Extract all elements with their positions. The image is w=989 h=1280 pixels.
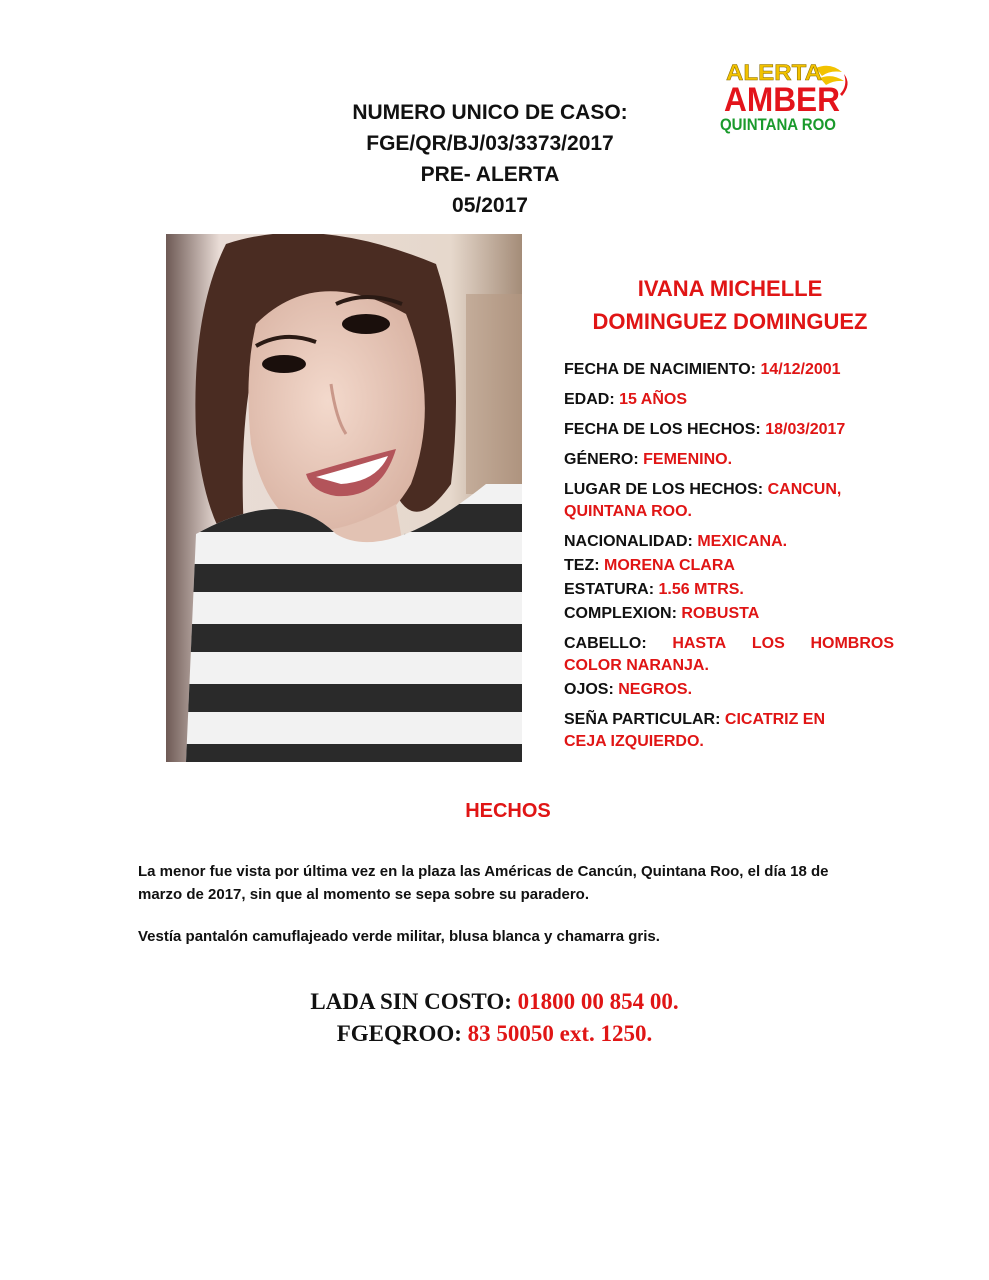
fact-gender-label: GÉNERO: [564, 451, 639, 468]
person-surnames: DOMINGUEZ DOMINGUEZ [592, 309, 868, 334]
fact-gender [564, 449, 894, 471]
logo-region-text: QUINTANA ROO [720, 115, 836, 134]
fact-gender-value: FEMENINO. [643, 451, 733, 468]
hechos-body [138, 860, 858, 948]
logo-alerta-text: ALERTA [726, 60, 823, 85]
contact-info [0, 986, 989, 1050]
person-first-names: IVANA MICHELLE [637, 276, 823, 301]
fact-build-value: ROBUSTA [681, 605, 760, 622]
fact-eyes-label: OJOS: [564, 681, 614, 698]
fact-event-date-value: 18/03/2017 [765, 421, 846, 438]
missing-person-photo [166, 234, 522, 762]
contact-lada-value: 01800 00 854 00. [517, 989, 679, 1014]
fact-mark-value: CICATRIZ EN [724, 711, 826, 728]
contact-lada [0, 986, 989, 1018]
contact-fgeqroo [0, 1018, 989, 1050]
case-number: FGE/QR/BJ/03/3373/2017 [366, 132, 614, 155]
alert-number: 05/2017 [452, 194, 528, 217]
fact-hair-cont [564, 655, 894, 677]
fact-mark-label: SEÑA PARTICULAR: [564, 711, 721, 728]
fact-distinctive-mark [564, 709, 894, 731]
hechos-title: HECHOS [465, 800, 551, 822]
fact-mark-value-2: CEJA IZQUIERDO. [564, 733, 704, 750]
fact-hair-word-3: HOMBROS [810, 635, 894, 652]
fact-tez-value: MORENA CLARA [604, 557, 735, 574]
fact-age-label: EDAD: [564, 391, 615, 408]
fact-location [564, 479, 894, 501]
fact-age [564, 389, 894, 411]
fact-height-label: ESTATURA: [564, 581, 655, 598]
fact-location-value-2: QUINTANA ROO. [564, 503, 692, 520]
logo-amber-text: AMBER [724, 81, 840, 119]
fact-event-date-label: FECHA DE LOS HECHOS: [564, 421, 761, 438]
fact-location-label: LUGAR DE LOS HECHOS: [564, 481, 764, 498]
fact-complexion-tone [564, 555, 894, 577]
fact-hair [564, 633, 894, 655]
fact-location-value: CANCUN, [767, 481, 842, 498]
contact-lada-label: LADA SIN COSTO: [310, 989, 512, 1014]
fact-location-cont [564, 501, 894, 523]
fact-eyes [564, 679, 894, 701]
fact-hair-value-2: COLOR NARANJA. [564, 657, 709, 674]
fact-hair-word-1: HASTA [672, 635, 727, 652]
fact-eyes-value: NEGROS. [618, 681, 693, 698]
fact-birthdate [564, 359, 894, 381]
fact-hair-word-2: LOS [751, 635, 785, 652]
fact-birthdate-label: FECHA DE NACIMIENTO: [564, 361, 756, 378]
fact-nationality-value: MEXICANA. [697, 533, 788, 550]
contact-fgeqroo-value: 83 50050 ext. 1250. [467, 1021, 653, 1046]
fact-nationality-label: NACIONALIDAD: [564, 533, 693, 550]
hechos-paragraph-1: La menor fue vista por última vez en la plaza las Américas de Cancún, Quintana Roo, el día 18 de marzo de 2017, sin que al momento se sepa sobre su paradero. [138, 863, 829, 903]
contact-fgeqroo-label: FGEQROO: [336, 1021, 462, 1046]
fact-nationality [564, 531, 894, 553]
fact-age-value: 15 AÑOS [619, 391, 687, 408]
case-header [280, 97, 700, 221]
fact-build-label: COMPLEXION: [564, 605, 677, 622]
fact-birthdate-value: 14/12/2001 [760, 361, 841, 378]
fact-build [564, 603, 894, 625]
fact-hair-label: CABELLO: [564, 635, 647, 652]
fact-height [564, 579, 894, 601]
case-number-label: NUMERO UNICO DE CASO: [352, 101, 628, 124]
alerta-amber-logo [712, 58, 862, 138]
alert-type: PRE- ALERTA [420, 163, 560, 186]
fact-event-date [564, 419, 894, 441]
hechos-paragraph-2: Vestía pantalón camuflajeado verde militar, blusa blanca y chamarra gris. [138, 928, 660, 945]
fact-height-value: 1.56 MTRS. [658, 581, 744, 598]
fact-distinctive-mark-cont [564, 731, 894, 753]
person-details [564, 359, 894, 753]
person-name [540, 272, 920, 338]
fact-tez-label: TEZ: [564, 557, 600, 574]
